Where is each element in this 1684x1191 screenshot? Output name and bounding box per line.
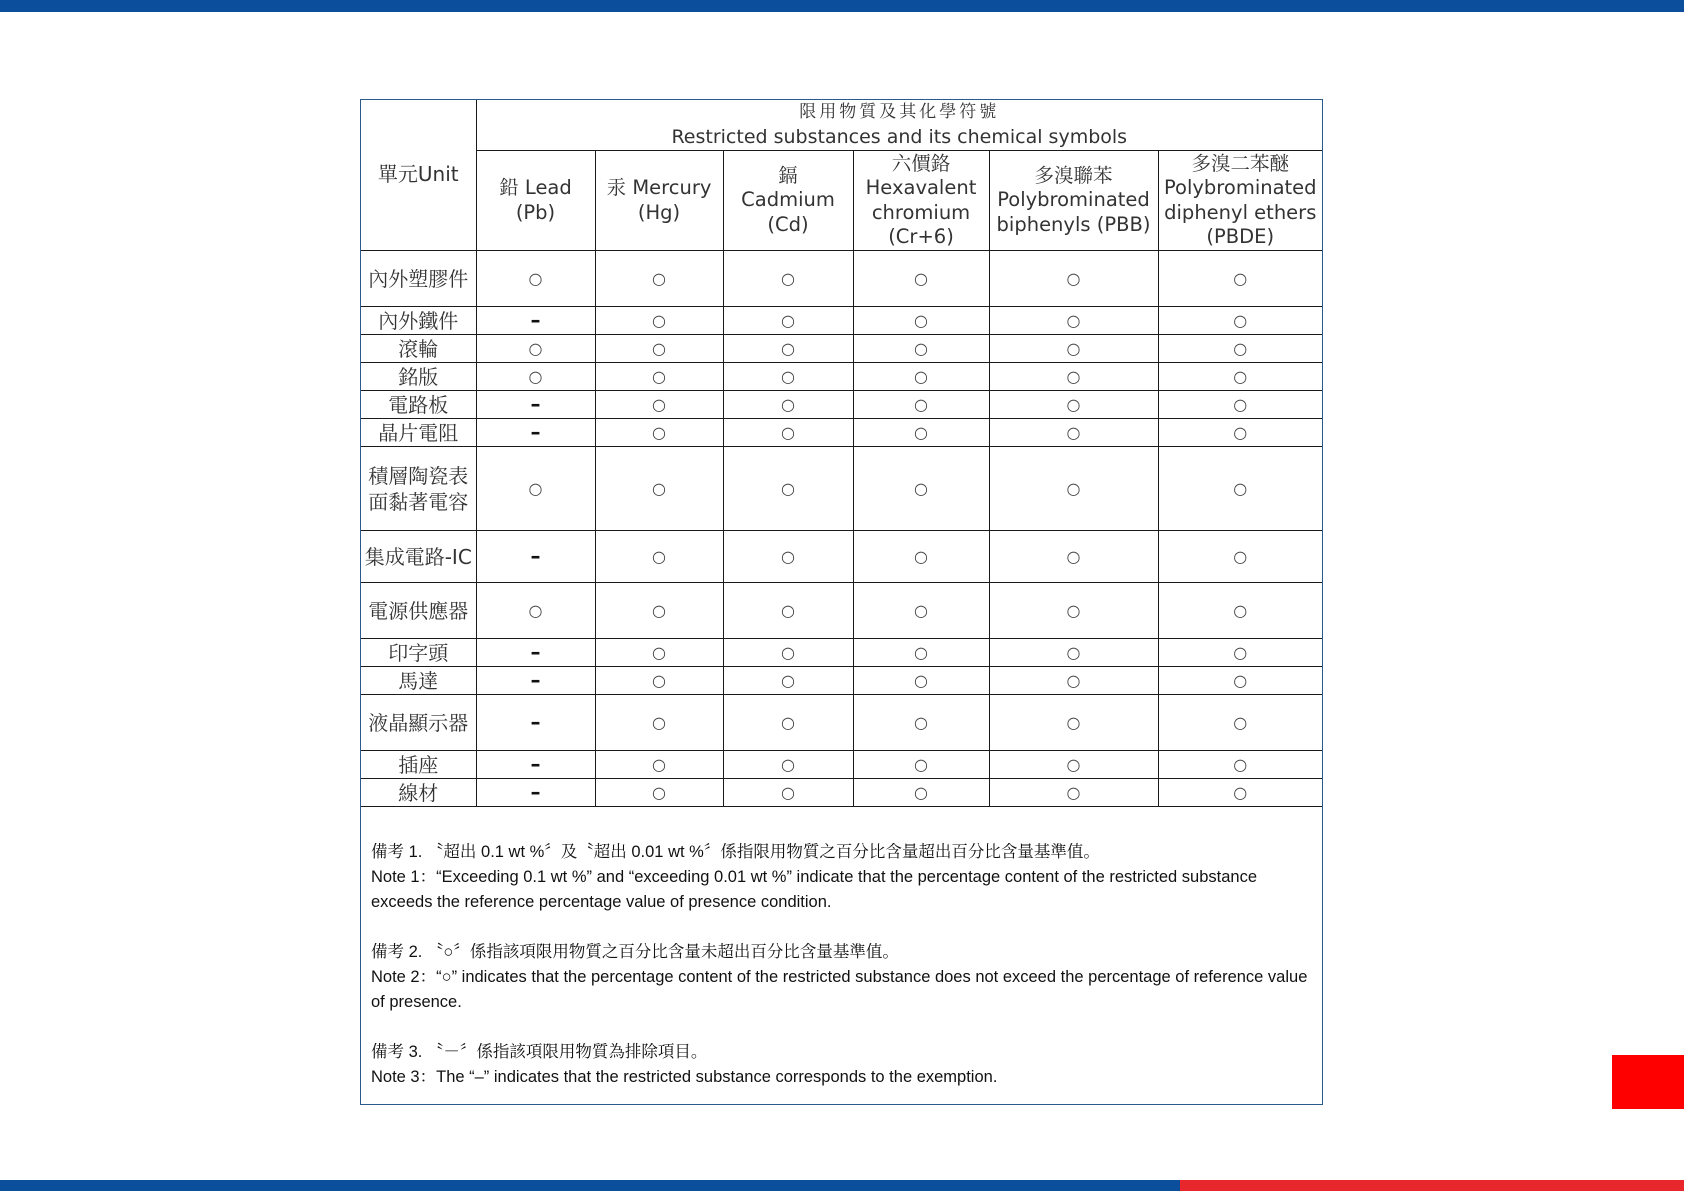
compliant-mark-cell (1158, 391, 1322, 419)
compliant-mark-cell (989, 447, 1158, 531)
dash-icon: – (530, 639, 541, 664)
circle-icon: ○ (914, 367, 928, 386)
circle-icon: ○ (781, 713, 795, 732)
compliant-mark-cell (595, 531, 723, 583)
column-header-zh: 多溴二苯醚 (1191, 151, 1290, 175)
exemption-mark-cell (476, 391, 595, 419)
circle-icon: ○ (652, 311, 666, 330)
compliant-mark-cell (989, 307, 1158, 335)
circle-icon: ○ (781, 601, 795, 620)
compliant-mark-cell (853, 363, 989, 391)
circle-icon: ○ (914, 601, 928, 620)
compliant-mark-cell (1158, 751, 1322, 779)
unit-name-cell: 馬達 (361, 667, 476, 695)
circle-icon: ○ (1066, 671, 1081, 690)
circle-icon: ○ (528, 339, 543, 358)
dash-icon: – (530, 307, 541, 332)
compliant-mark-cell (853, 639, 989, 667)
circle-icon: ○ (781, 269, 795, 288)
compliant-mark-cell (853, 667, 989, 695)
exemption-mark-cell (476, 779, 595, 807)
table-row (361, 695, 1322, 751)
circle-icon: ○ (1233, 547, 1248, 566)
note-1-en: Note 1：“Exceeding 0.1 wt %” and “exceeding 0.01 wt %” indicate that the percentage content of the restricted substance exceeds the reference percentage value of presence condition. (371, 868, 1258, 911)
circle-icon: ○ (652, 339, 666, 358)
dash-icon: – (530, 543, 541, 568)
compliant-mark-cell (595, 335, 723, 363)
compliant-mark-cell (476, 363, 595, 391)
dash-icon: – (530, 419, 541, 444)
circle-icon: ○ (528, 367, 543, 386)
column-header-lead (476, 151, 595, 251)
circle-icon: ○ (781, 423, 795, 442)
compliant-mark-cell (476, 583, 595, 639)
unit-name-cell: 晶片電阻 (361, 419, 476, 447)
circle-icon: ○ (914, 713, 928, 732)
circle-icon: ○ (781, 671, 795, 690)
column-header-zh: 鉛 Lead (499, 176, 572, 199)
circle-icon: ○ (1066, 311, 1081, 330)
compliant-mark-cell (595, 307, 723, 335)
circle-icon: ○ (1066, 423, 1081, 442)
column-header-hexavalent-chromium (853, 151, 989, 251)
compliant-mark-cell (989, 779, 1158, 807)
circle-icon: ○ (1066, 643, 1081, 662)
circle-icon: ○ (652, 783, 666, 802)
compliant-mark-cell (989, 695, 1158, 751)
compliant-mark-cell (1158, 639, 1322, 667)
compliant-mark-cell (723, 667, 853, 695)
compliant-mark-cell (1158, 307, 1322, 335)
table-row (361, 419, 1322, 447)
compliant-mark-cell (595, 251, 723, 307)
compliant-mark-cell (723, 695, 853, 751)
column-header-mercury (595, 151, 723, 251)
bottom-brand-bar-blue (0, 1180, 1180, 1191)
circle-icon: ○ (652, 671, 666, 690)
circle-icon: ○ (1233, 423, 1248, 442)
circle-icon: ○ (1233, 395, 1248, 414)
compliant-mark-cell (989, 251, 1158, 307)
rohs-declaration-document (360, 99, 1323, 1105)
compliant-mark-cell (1158, 583, 1322, 639)
compliant-mark-cell (723, 751, 853, 779)
group-header-en: Restricted substances and its chemical symbols (671, 126, 1128, 148)
compliant-mark-cell (476, 335, 595, 363)
note-2-zh: 備考 2. 〝○〞係指該項限用物質之百分比含量未超出百分比含量基準值。 (371, 943, 899, 961)
exemption-mark-cell (476, 531, 595, 583)
compliant-mark-cell (989, 363, 1158, 391)
circle-icon: ○ (914, 423, 928, 442)
circle-icon: ○ (652, 643, 666, 662)
exemption-mark-cell (476, 695, 595, 751)
compliant-mark-cell (595, 391, 723, 419)
unit-name-cell: 印字頭 (361, 639, 476, 667)
compliant-mark-cell (853, 447, 989, 531)
circle-icon: ○ (1066, 755, 1081, 774)
unit-name-cell: 內外鐵件 (361, 307, 476, 335)
compliant-mark-cell (723, 639, 853, 667)
table-row (361, 251, 1322, 307)
note-1-zh: 備考 1. 〝超出 0.1 wt %〞及〝超出 0.01 wt %〞係指限用物質之百分比含量超出百分比含量基準值。 (371, 843, 1100, 861)
compliant-mark-cell (723, 583, 853, 639)
exemption-mark-cell (476, 307, 595, 335)
circle-icon: ○ (652, 395, 666, 414)
note-3-zh: 備考 3. 〝－〞係指該項限用物質為排除項目。 (371, 1043, 708, 1061)
top-brand-bar (0, 0, 1684, 12)
circle-icon: ○ (1233, 479, 1248, 498)
compliant-mark-cell (853, 531, 989, 583)
compliant-mark-cell (989, 391, 1158, 419)
table-row (361, 307, 1322, 335)
circle-icon: ○ (914, 643, 928, 662)
circle-icon: ○ (528, 479, 543, 498)
compliant-mark-cell (595, 583, 723, 639)
column-header-en: (Pb) (515, 200, 556, 224)
dash-icon: – (530, 779, 541, 804)
compliant-mark-cell (1158, 447, 1322, 531)
circle-icon: ○ (1233, 671, 1248, 690)
compliant-mark-cell (1158, 335, 1322, 363)
circle-icon: ○ (781, 339, 795, 358)
circle-icon: ○ (914, 783, 928, 802)
compliant-mark-cell (989, 419, 1158, 447)
compliant-mark-cell (723, 391, 853, 419)
circle-icon: ○ (1066, 713, 1081, 732)
compliant-mark-cell (595, 639, 723, 667)
table-row (361, 667, 1322, 695)
bottom-brand-bar-red (1180, 1180, 1684, 1191)
circle-icon: ○ (1233, 601, 1248, 620)
compliant-mark-cell (853, 751, 989, 779)
dash-icon: – (530, 709, 541, 734)
compliant-mark-cell (476, 447, 595, 531)
exemption-mark-cell (476, 751, 595, 779)
circle-icon: ○ (1066, 547, 1081, 566)
compliant-mark-cell (989, 751, 1158, 779)
compliant-mark-cell (476, 251, 595, 307)
compliant-mark-cell (1158, 531, 1322, 583)
column-header-pbde (1158, 151, 1322, 251)
circle-icon: ○ (1233, 367, 1248, 386)
exemption-mark-cell (476, 667, 595, 695)
circle-icon: ○ (652, 479, 666, 498)
circle-icon: ○ (1066, 395, 1081, 414)
circle-icon: ○ (652, 367, 666, 386)
circle-icon: ○ (528, 601, 543, 620)
circle-icon: ○ (781, 395, 795, 414)
compliant-mark-cell (853, 335, 989, 363)
circle-icon: ○ (781, 367, 795, 386)
compliant-mark-cell (1158, 419, 1322, 447)
table-row (361, 751, 1322, 779)
column-header-zh: 汞 Mercury (606, 176, 712, 199)
unit-name-cell: 滾輪 (361, 335, 476, 363)
circle-icon: ○ (1233, 269, 1248, 288)
compliant-mark-cell (595, 751, 723, 779)
note-2 (371, 940, 1311, 1015)
compliant-mark-cell (989, 335, 1158, 363)
compliant-mark-cell (595, 779, 723, 807)
compliant-mark-cell (989, 583, 1158, 639)
unit-column-header: 單元Unit (361, 100, 476, 251)
column-header-pbb (989, 151, 1158, 251)
circle-icon: ○ (914, 479, 928, 498)
column-header-en: Polybrominated diphenyl ethers (PBDE) (1163, 176, 1317, 248)
compliant-mark-cell (853, 307, 989, 335)
substances-group-header (476, 100, 1322, 151)
circle-icon: ○ (781, 547, 795, 566)
dash-icon: – (530, 391, 541, 416)
compliant-mark-cell (989, 667, 1158, 695)
note-3-en: Note 3：The “–” indicates that the restricted substance corresponds to the exemption. (371, 1068, 998, 1086)
unit-name-cell: 集成電路-IC (361, 531, 476, 583)
notes-section (371, 840, 1311, 1115)
compliant-mark-cell (723, 531, 853, 583)
compliant-mark-cell (1158, 363, 1322, 391)
compliant-mark-cell (723, 251, 853, 307)
circle-icon: ○ (1233, 339, 1248, 358)
circle-icon: ○ (1066, 367, 1081, 386)
compliant-mark-cell (1158, 779, 1322, 807)
circle-icon: ○ (652, 423, 666, 442)
compliant-mark-cell (853, 419, 989, 447)
circle-icon: ○ (914, 755, 928, 774)
compliant-mark-cell (853, 251, 989, 307)
exemption-mark-cell (476, 419, 595, 447)
dash-icon: – (530, 667, 541, 692)
table-body (361, 251, 1322, 807)
dash-icon: – (530, 751, 541, 776)
circle-icon: ○ (528, 269, 543, 288)
compliant-mark-cell (595, 363, 723, 391)
compliant-mark-cell (595, 419, 723, 447)
table-row (361, 335, 1322, 363)
compliant-mark-cell (989, 531, 1158, 583)
unit-name-cell: 液晶顯示器 (361, 695, 476, 751)
column-header-en: Hexavalent chromium (Cr+6) (865, 176, 977, 248)
circle-icon: ○ (1066, 269, 1081, 288)
compliant-mark-cell (1158, 695, 1322, 751)
compliant-mark-cell (853, 583, 989, 639)
table-row (361, 639, 1322, 667)
circle-icon: ○ (781, 643, 795, 662)
unit-name-cell: 插座 (361, 751, 476, 779)
circle-icon: ○ (781, 755, 795, 774)
circle-icon: ○ (914, 311, 928, 330)
table-row (361, 779, 1322, 807)
unit-name-cell: 電路板 (361, 391, 476, 419)
table-row (361, 583, 1322, 639)
column-header-en: Cadmium (Cd) (741, 188, 835, 236)
compliant-mark-cell (853, 695, 989, 751)
column-header-zh: 多溴聯苯 (1034, 163, 1113, 187)
side-accent-block (1612, 1055, 1684, 1109)
circle-icon: ○ (914, 339, 928, 358)
unit-name-cell: 內外塑膠件 (361, 251, 476, 307)
circle-icon: ○ (914, 547, 928, 566)
circle-icon: ○ (652, 601, 666, 620)
note-2-en: Note 2：“○” indicates that the percentage content of the restricted substance does not exceed the percentage of reference value of presence. (371, 968, 1308, 1011)
table-row (361, 391, 1322, 419)
circle-icon: ○ (914, 269, 928, 288)
circle-icon: ○ (652, 269, 666, 288)
table-row (361, 363, 1322, 391)
compliant-mark-cell (853, 779, 989, 807)
compliant-mark-cell (723, 779, 853, 807)
circle-icon: ○ (1066, 601, 1081, 620)
circle-icon: ○ (652, 755, 666, 774)
circle-icon: ○ (652, 713, 666, 732)
note-1 (371, 840, 1311, 915)
circle-icon: ○ (914, 671, 928, 690)
restricted-substances-table (361, 100, 1322, 807)
circle-icon: ○ (1066, 339, 1081, 358)
circle-icon: ○ (1233, 643, 1248, 662)
circle-icon: ○ (781, 783, 795, 802)
exemption-mark-cell (476, 639, 595, 667)
circle-icon: ○ (781, 479, 795, 498)
table-row (361, 447, 1322, 531)
compliant-mark-cell (723, 419, 853, 447)
column-header-zh: 鎘 (778, 163, 798, 187)
compliant-mark-cell (723, 335, 853, 363)
compliant-mark-cell (989, 639, 1158, 667)
compliant-mark-cell (595, 447, 723, 531)
circle-icon: ○ (781, 311, 795, 330)
unit-name-cell: 電源供應器 (361, 583, 476, 639)
unit-name-cell: 積層陶瓷表面黏著電容 (361, 447, 476, 531)
circle-icon: ○ (652, 547, 666, 566)
circle-icon: ○ (1233, 755, 1248, 774)
circle-icon: ○ (1233, 783, 1248, 802)
compliant-mark-cell (723, 363, 853, 391)
circle-icon: ○ (1233, 713, 1248, 732)
compliant-mark-cell (853, 391, 989, 419)
compliant-mark-cell (723, 307, 853, 335)
circle-icon: ○ (1066, 783, 1081, 802)
compliant-mark-cell (1158, 667, 1322, 695)
note-3 (371, 1040, 1311, 1090)
compliant-mark-cell (723, 447, 853, 531)
circle-icon: ○ (914, 395, 928, 414)
column-header-zh: 六價鉻 (891, 151, 951, 175)
column-header-en: Polybrominated biphenyls (PBB) (996, 188, 1151, 236)
table-row (361, 531, 1322, 583)
unit-name-cell: 銘版 (361, 363, 476, 391)
compliant-mark-cell (1158, 251, 1322, 307)
group-header-zh: 限用物質及其化學符號 (799, 102, 1000, 122)
compliant-mark-cell (595, 695, 723, 751)
unit-name-cell: 線材 (361, 779, 476, 807)
circle-icon: ○ (1233, 311, 1248, 330)
column-header-cadmium (723, 151, 853, 251)
column-header-en: (Hg) (637, 200, 681, 224)
compliant-mark-cell (595, 667, 723, 695)
circle-icon: ○ (1066, 479, 1081, 498)
